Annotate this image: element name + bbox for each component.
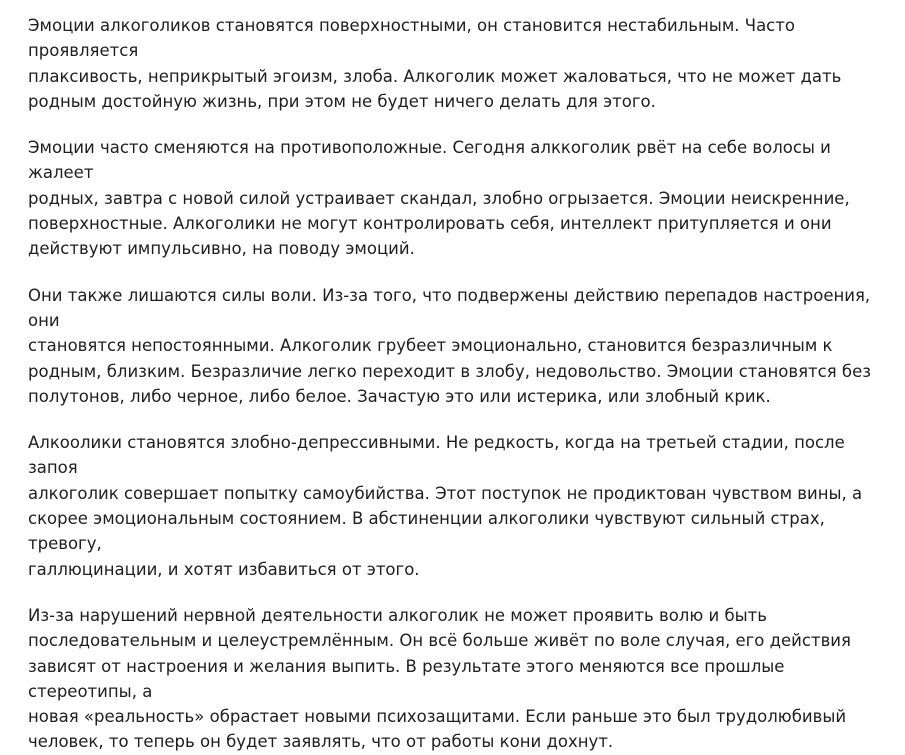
- paragraph-4: Алкоолики становятся злобно-депрессивными. Не редкость, когда на третьей стадии, после запоя алкоголик совершает попытку самоубийства. Этот поступок не продиктован чувством вины, а скорее эмоциональным состоянием. В абстиненции алкоголики чувствуют сильный страх, тревогу, галлюцинации, и хотят избавиться от этого.: [28, 433, 863, 579]
- paragraph-3: Они также лишаются силы воли. Из-за того, что подвержены действию перепадов настроения, они становятся непостоянными. Алкоголик грубеет эмоционально, становится безразличным к родным, близким. Безразличие легко переходит в злобу, недовольство. Эмоции становятся без полутонов, либо черное, либо белое. Зачастую это или истерика, или злобный крик.: [28, 285, 872, 406]
- paragraph-2: Эмоции часто сменяются на противоположные. Сегодня алккоголик рвёт на себе волосы и жалеет родных, завтра с новой силой устраивает скандал, злобно огрызается. Эмоции неискренние, поверхностные. Алкоголики не могут контролировать себя, интеллект притупляется и они действуют импульсивно, на поводу эмоций.: [28, 138, 850, 259]
- paragraph-1: Эмоции алкоголиков становятся поверхностными, он становится нестабильным. Часто проявляется плаксивость, неприкрытый эгоизм, злоба. Алкоголик может жаловаться, что не может дать родным достойную жизнь, при этом не будет ничего делать для этого.: [28, 16, 842, 111]
- paragraph-5: Из-за нарушений нервной деятельности алкоголик не может проявить волю и быть последовательным и целеустремлённым. Он всё больше живёт по воле случая, его действия зависят от настроения и желания выпить. В результате этого меняются все прошлые стереотипы, а новая «реальность» обрастает новыми психозащитами. Если раньше это был трудолюбивый человек, то теперь он будет заявлять, что от работы кони дохнут.: [28, 605, 851, 752]
